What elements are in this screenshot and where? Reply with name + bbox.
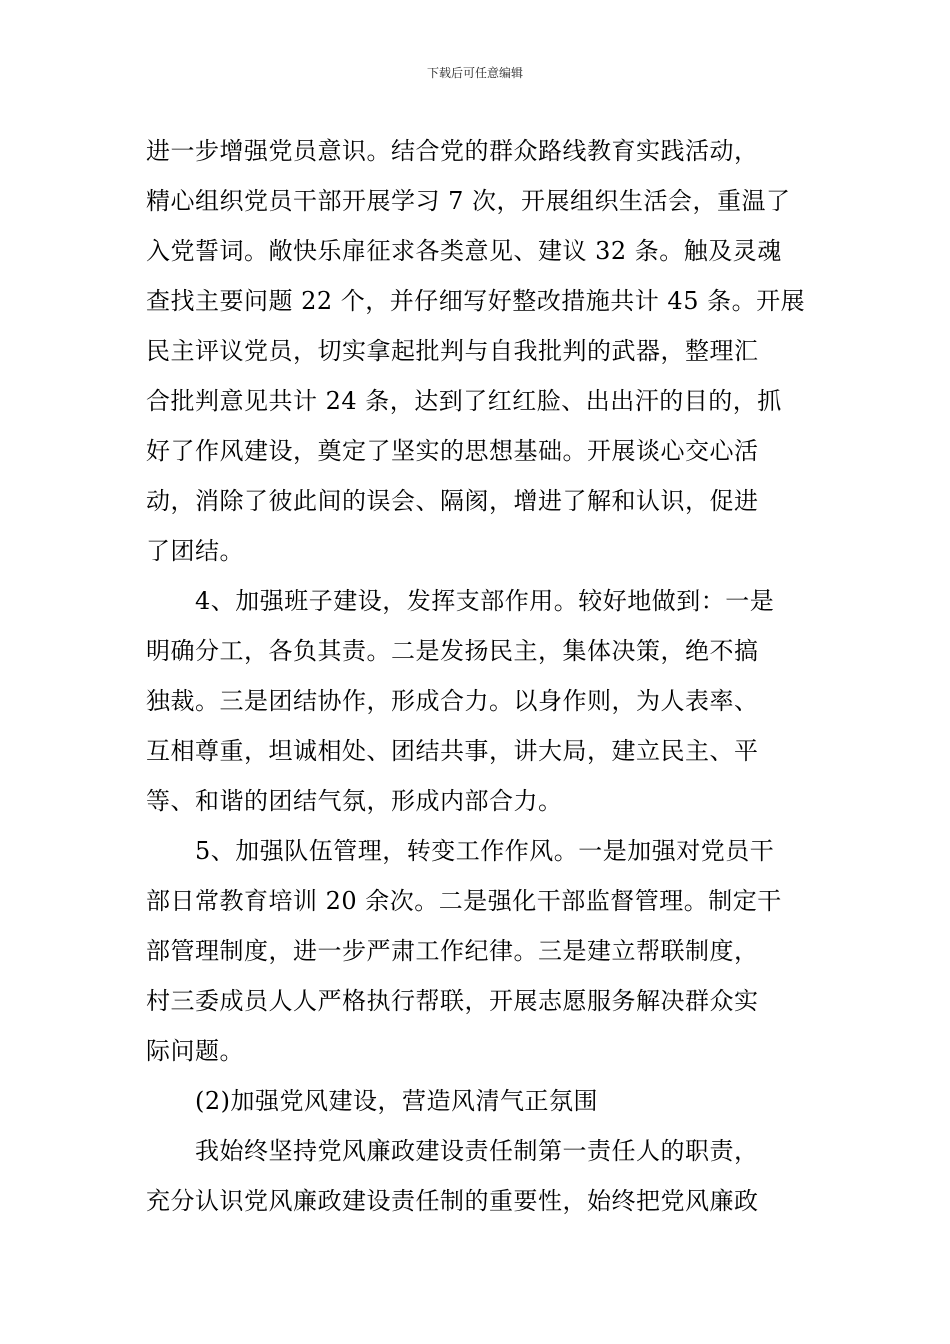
text-line: 部管理制度，进一步严肃工作纪律。三是建立帮联制度，: [146, 937, 759, 965]
text-line: 动，消除了彼此间的误会、隔阂，增进了解和认识，促进: [146, 487, 759, 515]
text-line: 部日常教育培训 20 余次。二是强化干部监督管理。制定干: [146, 887, 782, 915]
page-header: 下载后可任意编辑: [426, 66, 523, 80]
text-line: 好了作风建设，奠定了坚实的思想基础。开展谈心交心活: [146, 437, 759, 465]
section-heading: (2)加强党风建设，营造风清气正氛围: [195, 1087, 598, 1115]
text-line: 我始终坚持党风廉政建设责任制第一责任人的职责，: [195, 1137, 759, 1165]
text-line: 村三委成员人人严格执行帮联，开展志愿服务解决群众实: [146, 987, 759, 1015]
text-line: 查找主要问题 22 个，并仔细写好整改措施共计 45 条。开展: [146, 287, 806, 315]
paragraph-5-heading-line: 5、加强队伍管理，转变工作作风。一是加强对党员干: [195, 837, 775, 865]
text-line: 了团结。: [146, 537, 244, 565]
text-line: 互相尊重，坦诚相处、团结共事，讲大局，建立民主、平: [146, 737, 759, 765]
text-line: 入党誓词。敞快乐扉征求各类意见、建议 32 条。触及灵魂: [146, 237, 782, 265]
text-line: 明确分工，各负其责。二是发扬民主，集体决策，绝不搞: [146, 637, 759, 665]
text-line: 进一步增强党员意识。结合党的群众路线教育实践活动，: [146, 137, 759, 165]
paragraph-4-heading-line: 4、加强班子建设，发挥支部作用。较好地做到：一是: [195, 587, 775, 615]
document-body: [146, 126, 810, 1226]
text-line: 际问题。: [146, 1037, 244, 1065]
text-line: 民主评议党员，切实拿起批判与自我批判的武器，整理汇: [146, 337, 759, 365]
text-line: 等、和谐的团结气氛，形成内部合力。: [146, 787, 563, 815]
text-line: 独裁。三是团结协作，形成合力。以身作则，为人表率、: [146, 687, 759, 715]
text-line: 合批判意见共计 24 条，达到了红红脸、出出汗的目的，抓: [146, 387, 782, 415]
text-line: 充分认识党风廉政建设责任制的重要性，始终把党风廉政: [146, 1187, 759, 1215]
text-line: 精心组织党员干部开展学习 7 次，开展组织生活会，重温了: [146, 187, 791, 215]
